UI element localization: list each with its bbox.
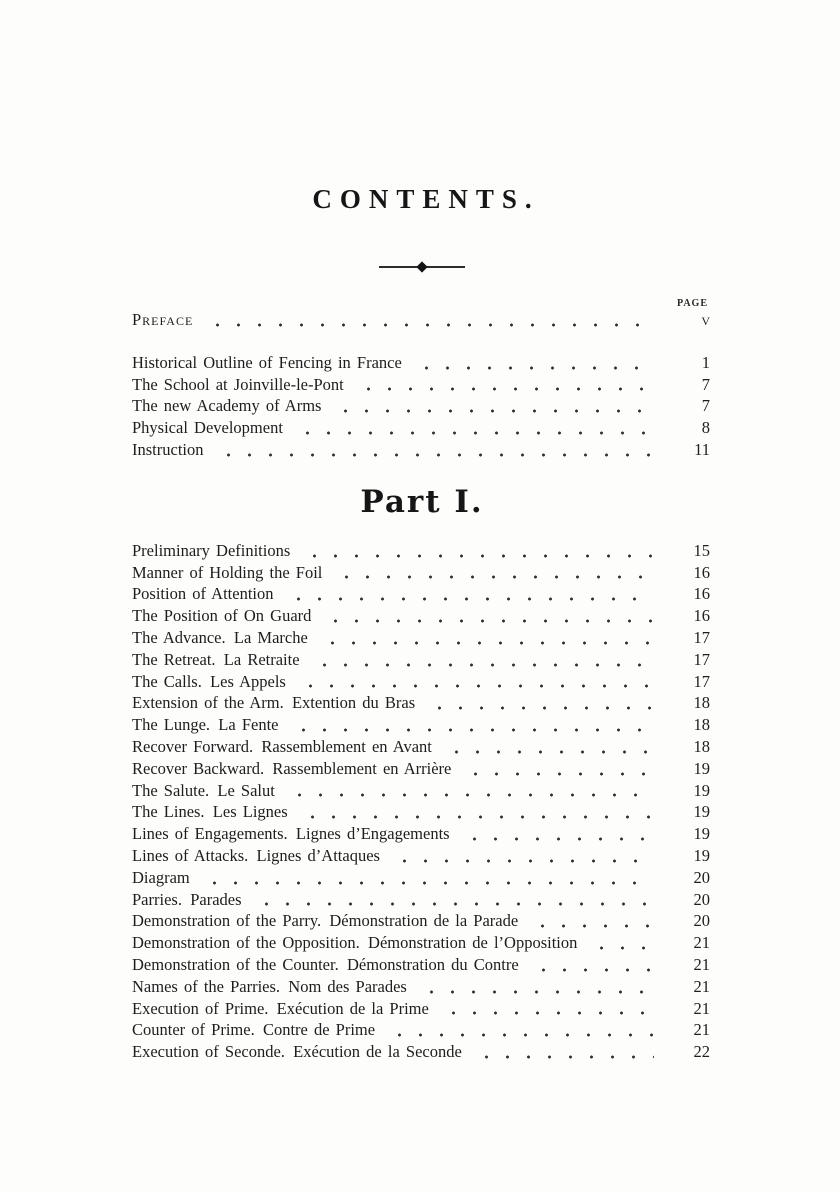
toc-entry-label: Diagram bbox=[132, 867, 190, 887]
dot-leader bbox=[474, 1055, 654, 1059]
dot-leader bbox=[287, 793, 654, 797]
toc-entry-label: The Lines. Les Lignes bbox=[132, 802, 288, 822]
toc-entry-page: 18 bbox=[693, 715, 710, 735]
toc-entry-label: Recover Forward. Rassemblement en Avant bbox=[132, 736, 432, 756]
toc-row bbox=[132, 562, 712, 584]
toc-entry-page: 17 bbox=[693, 649, 710, 669]
toc-entry-label: Lines of Attacks. Lignes d’Attaques bbox=[132, 845, 380, 865]
toc-row bbox=[132, 998, 712, 1020]
toc-entry-label: The Retreat. La Retraite bbox=[132, 649, 300, 669]
toc-entry-label: The Position of On Guard bbox=[132, 606, 312, 626]
toc-entry-page: 7 bbox=[701, 396, 710, 416]
toc-entry-page: v bbox=[701, 310, 710, 329]
toc-entry-label: Lines of Engagements. Lignes d’Engagements bbox=[132, 824, 450, 844]
toc-row bbox=[132, 889, 712, 911]
toc-entry-label: Preliminary Definitions bbox=[132, 540, 291, 560]
toc-entry-label: Counter of Prime. Contre de Prime bbox=[132, 1020, 376, 1040]
toc-entry-page: 19 bbox=[693, 802, 710, 822]
toc-entry-label: Physical Development bbox=[132, 418, 283, 438]
toc-row bbox=[132, 605, 712, 627]
toc-entry-page: 7 bbox=[701, 374, 710, 394]
toc-entry-page: 15 bbox=[693, 540, 710, 560]
toc-entry-page: 21 bbox=[693, 954, 710, 974]
toc-entry-page: 20 bbox=[693, 911, 710, 931]
toc-entry-label: Demonstration of the Parry. Démonstration de la Parade bbox=[132, 911, 519, 931]
toc-entry-page: 17 bbox=[693, 671, 710, 691]
toc-row bbox=[132, 758, 712, 780]
toc-entry-page: 20 bbox=[693, 867, 710, 887]
dot-leader bbox=[286, 597, 654, 601]
divider-diamond-icon bbox=[416, 261, 427, 272]
toc-entry-page: 19 bbox=[693, 845, 710, 865]
dot-leader bbox=[323, 619, 654, 623]
toc-entry-label: Demonstration of the Counter. Démonstration du Contre bbox=[132, 954, 519, 974]
toc-entry-page: 18 bbox=[693, 736, 710, 756]
toc-entry-page: 18 bbox=[693, 693, 710, 713]
toc-row bbox=[132, 395, 712, 417]
page-column-header: PAGE bbox=[676, 298, 708, 309]
toc-entry-label: Extension of the Arm. Extention du Bras bbox=[132, 693, 416, 713]
toc-entry-label: Preface bbox=[132, 310, 194, 329]
dot-leader bbox=[216, 453, 655, 457]
toc-row bbox=[132, 692, 712, 714]
toc-entry-label: The Calls. Les Appels bbox=[132, 671, 286, 691]
toc-entry-page: 8 bbox=[701, 418, 710, 438]
dot-leader bbox=[387, 1033, 654, 1037]
toc-row bbox=[132, 374, 712, 396]
toc-entry-page: 19 bbox=[693, 780, 710, 800]
toc-row bbox=[132, 583, 712, 605]
toc-entry-page: 17 bbox=[693, 627, 710, 647]
toc-row bbox=[132, 417, 712, 439]
toc-entry-label: Parries. Parades bbox=[132, 889, 242, 909]
dot-leader bbox=[356, 387, 654, 391]
toc-entry-page: 16 bbox=[693, 606, 710, 626]
dot-leader bbox=[333, 409, 654, 413]
toc-row bbox=[132, 976, 712, 998]
dot-leader bbox=[419, 990, 654, 994]
dot-leader bbox=[312, 663, 654, 667]
dot-leader bbox=[392, 859, 654, 863]
introduction-entries-list bbox=[132, 352, 712, 461]
dot-leader bbox=[589, 946, 654, 950]
toc-row bbox=[132, 1019, 712, 1041]
toc-entry-page: 16 bbox=[693, 562, 710, 582]
toc-row bbox=[132, 671, 712, 693]
divider-line-left bbox=[379, 266, 417, 268]
ornamental-divider bbox=[132, 262, 712, 272]
dot-leader bbox=[441, 1011, 654, 1015]
toc-entry-label: Names of the Parries. Nom des Parades bbox=[132, 976, 407, 996]
toc-row bbox=[132, 1041, 712, 1063]
toc-entry-page: 22 bbox=[693, 1042, 710, 1062]
toc-row bbox=[132, 540, 712, 562]
toc-entry-page: 19 bbox=[693, 758, 710, 778]
toc-entry-label: The School at Joinville-le-Pont bbox=[132, 374, 344, 394]
toc-row bbox=[132, 309, 712, 331]
toc-entry-label: Execution of Seconde. Exécution de la Seconde bbox=[132, 1042, 462, 1062]
dot-leader bbox=[530, 924, 654, 928]
toc-row bbox=[132, 714, 712, 736]
dot-leader bbox=[462, 837, 654, 841]
toc-entry-label: Demonstration of the Opposition. Démonstration de l’Opposition bbox=[132, 933, 578, 953]
toc-row bbox=[132, 823, 712, 845]
toc-row bbox=[132, 845, 712, 867]
toc-entry-label: Recover Backward. Rassemblement en Arrière bbox=[132, 758, 452, 778]
part-one-entries-list bbox=[132, 540, 712, 1063]
dot-leader bbox=[463, 772, 654, 776]
toc-row bbox=[132, 649, 712, 671]
dot-leader bbox=[334, 575, 654, 579]
toc-entry-page: 11 bbox=[694, 439, 710, 459]
toc-entry-page: 1 bbox=[701, 352, 710, 372]
dot-leader bbox=[202, 881, 654, 885]
dot-leader bbox=[254, 902, 654, 906]
divider-line-right bbox=[427, 266, 465, 268]
toc-row bbox=[132, 736, 712, 758]
toc-entry-page: 21 bbox=[693, 976, 710, 996]
toc-entry-page: 20 bbox=[693, 889, 710, 909]
toc-row bbox=[132, 954, 712, 976]
dot-leader bbox=[300, 815, 654, 819]
toc-entry-page: 19 bbox=[693, 824, 710, 844]
dot-leader bbox=[414, 366, 654, 370]
dot-leader bbox=[205, 323, 654, 327]
toc-entry-label: Instruction bbox=[132, 439, 204, 459]
dot-leader bbox=[291, 728, 655, 732]
dot-leader bbox=[427, 706, 654, 710]
toc-row bbox=[132, 352, 712, 374]
toc-entry-label: The Lunge. La Fente bbox=[132, 715, 279, 735]
toc-row bbox=[132, 627, 712, 649]
dot-leader bbox=[302, 554, 654, 558]
toc-entry-page: 21 bbox=[693, 998, 710, 1018]
part-one-heading: Part I. bbox=[360, 483, 484, 520]
toc-row bbox=[132, 910, 712, 932]
toc-row bbox=[132, 801, 712, 823]
dot-leader bbox=[295, 431, 654, 435]
toc-entry-label: The new Academy of Arms bbox=[132, 396, 322, 416]
toc-row bbox=[132, 867, 712, 889]
toc-entry-label: The Salute. Le Salut bbox=[132, 780, 275, 800]
toc-entry-label: Position of Attention bbox=[132, 584, 274, 604]
toc-entry-label: Execution of Prime. Exécution de la Prime bbox=[132, 998, 429, 1018]
toc-entry-label: Historical Outline of Fencing in France bbox=[132, 352, 402, 372]
toc-entry-label: Manner of Holding the Foil bbox=[132, 562, 323, 582]
dot-leader bbox=[298, 684, 654, 688]
toc-row bbox=[132, 780, 712, 802]
toc-row bbox=[132, 439, 712, 461]
front-matter-list bbox=[132, 309, 712, 331]
toc-entry-label: The Advance. La Marche bbox=[132, 627, 308, 647]
contents-column bbox=[132, 184, 712, 1063]
toc-entry-page: 16 bbox=[693, 584, 710, 604]
page-title: CONTENTS. bbox=[312, 184, 540, 214]
dot-leader bbox=[444, 750, 654, 754]
dot-leader bbox=[531, 968, 654, 972]
toc-entry-page: 21 bbox=[693, 933, 710, 953]
toc-entry-page: 21 bbox=[693, 1020, 710, 1040]
dot-leader bbox=[320, 641, 654, 645]
toc-row bbox=[132, 932, 712, 954]
